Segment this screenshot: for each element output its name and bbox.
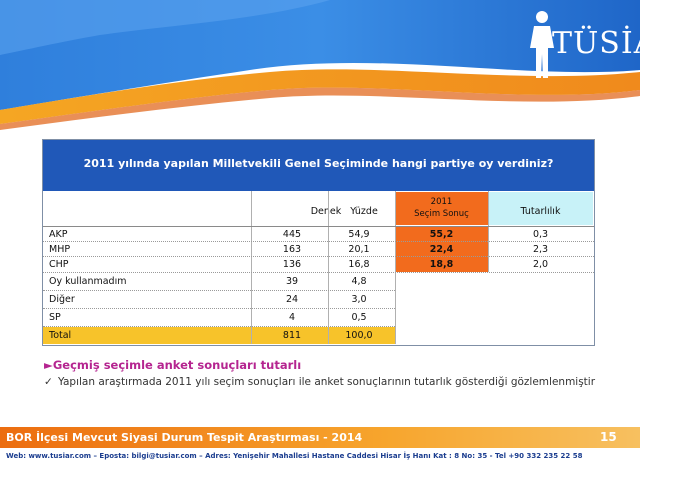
footer-title: BOR İlçesi Mevcut Siyasi Durum Tespit Araştırması - 2014 <box>6 431 363 444</box>
row-yuzde-diger: 3,0 <box>351 294 367 305</box>
page-number: 15 <box>600 430 617 444</box>
row-denek-diger: 24 <box>285 294 299 305</box>
row-label-akp: AKP <box>49 229 68 240</box>
row-label-mhp: MHP <box>49 244 71 255</box>
row-divider <box>43 326 395 327</box>
row-divider <box>43 308 395 309</box>
header-yuzde: Yüzde <box>350 206 378 217</box>
header-denek: Denek <box>310 206 342 217</box>
col-divider <box>251 191 252 344</box>
row-divider <box>43 272 594 273</box>
row-yuzde-sp: 0,5 <box>351 312 367 323</box>
results-table <box>42 139 595 346</box>
row-tutarlilik-mhp: 2,3 <box>532 244 549 255</box>
row-divider <box>43 256 594 257</box>
header-tutarlilik: Tutarlılık <box>520 206 561 217</box>
row-label-chp: CHP <box>49 259 69 270</box>
row-denek-oy-kullanmadim: 39 <box>285 276 299 287</box>
summary-heading-text: Geçmiş seçimle anket sonuçları tutarlı <box>52 358 302 372</box>
col-divider <box>328 191 329 344</box>
row-tutarlilik-akp: 0,3 <box>532 229 549 240</box>
row-yuzde-akp: 54,9 <box>348 229 370 240</box>
col-divider <box>395 191 396 344</box>
summary-bullet-text: Yapılan araştırmada 2011 yılı seçim sonuçları ile anket sonuçlarının tutarlık gösterdiği gözlemlenmiştir <box>58 376 596 388</box>
row-denek-sp: 4 <box>288 312 296 323</box>
row-denek-mhp: 163 <box>282 244 302 255</box>
col-divider <box>488 191 489 272</box>
logo-name: TÜSİAR <box>552 26 680 61</box>
summary-heading <box>44 358 301 372</box>
row-secim-akp: 55,2 <box>395 226 488 241</box>
total-yuzde: 100,0 <box>345 330 373 341</box>
row-label-diger: Diğer <box>49 294 75 305</box>
header-secim-line2: Seçim Sonuç <box>414 209 469 219</box>
row-denek-akp: 445 <box>282 229 302 240</box>
row-divider <box>43 241 594 242</box>
row-yuzde-chp: 16,8 <box>348 259 370 270</box>
row-tutarlilik-chp: 2,0 <box>532 259 549 270</box>
triangle-right-icon: ► <box>44 358 53 372</box>
row-yuzde-mhp: 20,1 <box>348 244 370 255</box>
total-label: Total <box>49 330 72 341</box>
row-secim-mhp: 22,4 <box>395 241 488 256</box>
table-title: 2011 yılında yapılan Milletvekili Genel Seçiminde hangi partiye oy verdiniz? <box>83 157 554 170</box>
row-label-oy-kullanmadim: Oy kullanmadım <box>49 276 127 287</box>
checkmark-icon: ✓ <box>44 376 53 388</box>
row-denek-chp: 136 <box>282 259 302 270</box>
table-title-band <box>43 140 594 191</box>
header-secim-line1: 2011 <box>430 197 453 207</box>
row-divider <box>43 226 594 227</box>
summary-bullet <box>44 375 616 389</box>
row-yuzde-oy-kullanmadim: 4,8 <box>351 276 367 287</box>
row-label-sp: SP <box>49 312 61 323</box>
total-denek: 811 <box>282 330 302 341</box>
row-divider <box>43 290 395 291</box>
contact-info: Web: www.tusiar.com – Eposta: bilgi@tusiar.com – Adres: Yenişehir Mahallesi Hastane Caddesi Hisar İş Hanı Kat : 8 No: 35 - Tel +90 332 235 22 58 <box>6 452 583 460</box>
row-secim-chp: 18,8 <box>395 256 488 272</box>
